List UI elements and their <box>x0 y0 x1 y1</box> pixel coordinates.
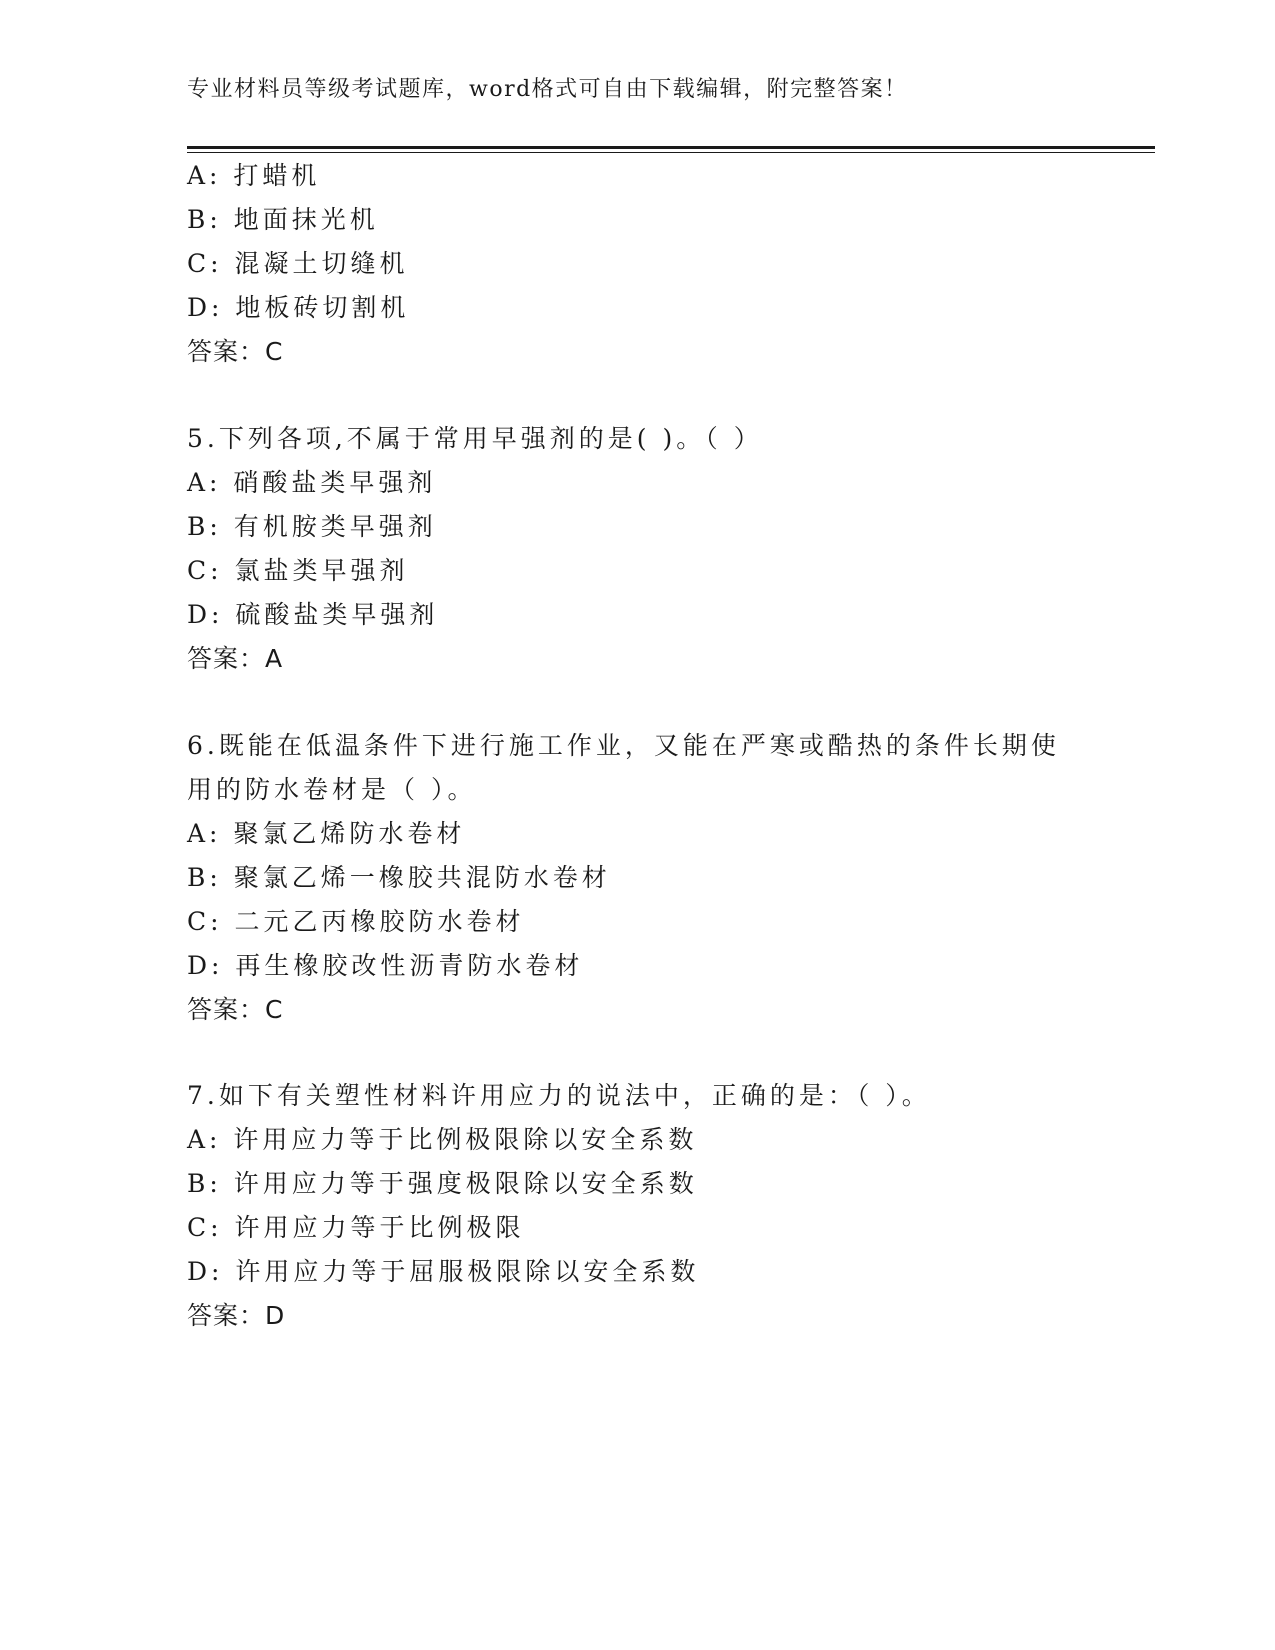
q6-option-c: C: 二元乙丙橡胶防水卷材 <box>187 907 525 936</box>
q5-option-c: C: 氯盐类早强剂 <box>187 556 409 585</box>
q5-option-a: A: 硝酸盐类早强剂 <box>187 468 437 497</box>
q6-question-line1: 6.既能在低温条件下进行施工作业，又能在严寒或酷热的条件长期使 <box>187 731 1060 760</box>
q7-option-d: D: 许用应力等于屈服极限除以安全系数 <box>187 1257 700 1286</box>
q6-option-a: A: 聚氯乙烯防水卷材 <box>187 819 466 848</box>
q4-option-a: A: 打蜡机 <box>187 161 321 190</box>
q7-option-c: C: 许用应力等于比例极限 <box>187 1213 525 1242</box>
q6-question-line2: 用的防水卷材是（ ）。 <box>187 775 477 804</box>
q5-question: 5.下列各项,不属于常用早强剂的是( )。（ ） <box>187 424 763 453</box>
q4-option-d: D: 地板砖切割机 <box>187 293 410 322</box>
header-text: 专业材料员等级考试题库，word格式可自由下载编辑，附完整答案！ <box>187 77 908 102</box>
q4-option-c: C: 混凝土切缝机 <box>187 249 409 278</box>
q4-answer: 答案：C <box>187 337 284 366</box>
q7-answer: 答案：D <box>187 1301 286 1330</box>
q6-answer: 答案：C <box>187 995 284 1024</box>
q4-option-b: B: 地面抹光机 <box>187 205 379 234</box>
q5-option-b: B: 有机胺类早强剂 <box>187 512 437 541</box>
header-rule-thin <box>187 152 1155 153</box>
q5-option-d: D: 硫酸盐类早强剂 <box>187 600 439 629</box>
header-rule-thick <box>187 146 1155 149</box>
q7-option-a: A: 许用应力等于比例极限除以安全系数 <box>187 1125 698 1154</box>
q5-answer: 答案：A <box>187 644 284 673</box>
q7-question: 7.如下有关塑性材料许用应力的说法中，正确的是：（ ）。 <box>187 1081 931 1110</box>
q6-option-b: B: 聚氯乙烯一橡胶共混防水卷材 <box>187 863 611 892</box>
q7-option-b: B: 许用应力等于强度极限除以安全系数 <box>187 1169 698 1198</box>
q6-option-d: D: 再生橡胶改性沥青防水卷材 <box>187 951 584 980</box>
